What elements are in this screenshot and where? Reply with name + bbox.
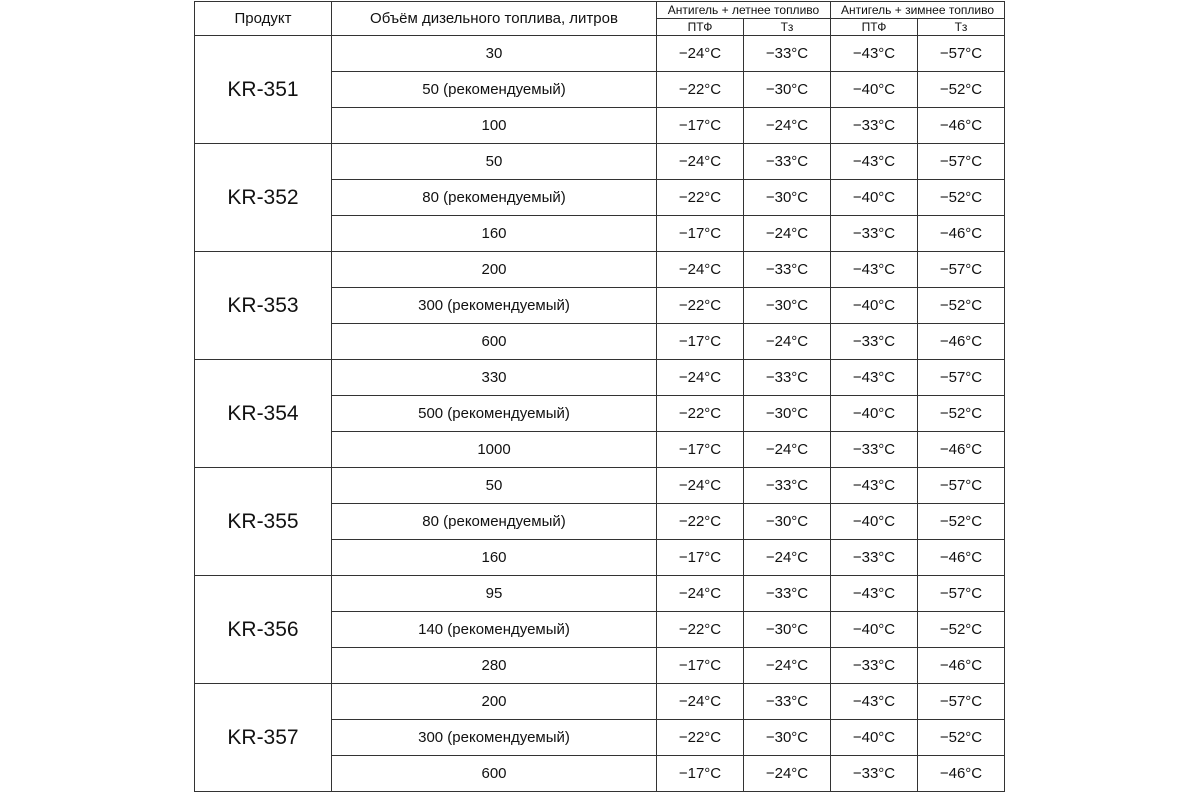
fuel-volume-cell: 1000 — [332, 432, 657, 468]
summer-ptf-cell: −17°C — [657, 756, 744, 792]
fuel-volume-cell: 80 (рекомендуемый) — [332, 180, 657, 216]
winter-tz-cell: −57°C — [918, 360, 1005, 396]
product-name-cell: KR-356 — [195, 576, 332, 684]
table-body — [195, 36, 1005, 792]
summer-tz-cell: −30°C — [744, 288, 831, 324]
summer-ptf-cell: −17°C — [657, 108, 744, 144]
summer-tz-cell: −33°C — [744, 252, 831, 288]
table-row — [195, 468, 1005, 504]
winter-tz-cell: −46°C — [918, 432, 1005, 468]
summer-ptf-cell: −22°C — [657, 720, 744, 756]
summer-tz-cell: −30°C — [744, 180, 831, 216]
fuel-volume-cell: 200 — [332, 684, 657, 720]
winter-ptf-cell: −40°C — [831, 504, 918, 540]
summer-ptf-cell: −22°C — [657, 504, 744, 540]
table-row — [195, 360, 1005, 396]
fuel-volume-cell: 95 — [332, 576, 657, 612]
summer-ptf-cell: −22°C — [657, 612, 744, 648]
summer-tz-cell: −24°C — [744, 540, 831, 576]
fuel-volume-cell: 50 — [332, 144, 657, 180]
winter-tz-cell: −57°C — [918, 684, 1005, 720]
summer-ptf-cell: −24°C — [657, 36, 744, 72]
summer-ptf-cell: −24°C — [657, 576, 744, 612]
winter-tz-cell: −57°C — [918, 468, 1005, 504]
summer-ptf-cell: −17°C — [657, 648, 744, 684]
summer-ptf-cell: −24°C — [657, 360, 744, 396]
summer-tz-cell: −33°C — [744, 576, 831, 612]
winter-ptf-cell: −43°C — [831, 468, 918, 504]
winter-tz-cell: −46°C — [918, 648, 1005, 684]
table-row — [195, 36, 1005, 72]
table-row — [195, 252, 1005, 288]
summer-tz-cell: −24°C — [744, 756, 831, 792]
winter-ptf-cell: −43°C — [831, 252, 918, 288]
product-name-cell: KR-355 — [195, 468, 332, 576]
summer-tz-cell: −33°C — [744, 144, 831, 180]
winter-ptf-cell: −33°C — [831, 324, 918, 360]
summer-ptf-cell: −22°C — [657, 72, 744, 108]
summer-tz-cell: −30°C — [744, 720, 831, 756]
product-name-cell: KR-354 — [195, 360, 332, 468]
summer-ptf-cell: −22°C — [657, 396, 744, 432]
header-row-top — [195, 2, 1005, 19]
winter-ptf-cell: −33°C — [831, 648, 918, 684]
fuel-volume-cell: 300 (рекомендуемый) — [332, 720, 657, 756]
winter-fuel-group-header: Антигель + зимнее топливо — [831, 2, 1005, 19]
winter-tz-cell: −57°C — [918, 36, 1005, 72]
summer-ptf-cell: −24°C — [657, 468, 744, 504]
winter-ptf-cell: −33°C — [831, 108, 918, 144]
summer-ptf-header: ПТФ — [657, 19, 744, 36]
summer-ptf-cell: −17°C — [657, 432, 744, 468]
fuel-volume-cell: 140 (рекомендуемый) — [332, 612, 657, 648]
fuel-volume-cell: 160 — [332, 216, 657, 252]
winter-ptf-cell: −43°C — [831, 36, 918, 72]
winter-ptf-cell: −43°C — [831, 144, 918, 180]
winter-ptf-cell: −43°C — [831, 576, 918, 612]
summer-tz-cell: −30°C — [744, 396, 831, 432]
summer-ptf-cell: −22°C — [657, 180, 744, 216]
winter-ptf-cell: −43°C — [831, 684, 918, 720]
product-name-cell: KR-351 — [195, 36, 332, 144]
summer-ptf-cell: −17°C — [657, 324, 744, 360]
fuel-volume-cell: 50 — [332, 468, 657, 504]
summer-tz-cell: −33°C — [744, 36, 831, 72]
fuel-volume-cell: 80 (рекомендуемый) — [332, 504, 657, 540]
data-table-container — [194, 1, 1005, 792]
winter-tz-cell: −52°C — [918, 72, 1005, 108]
winter-tz-header: Тз — [918, 19, 1005, 36]
winter-ptf-cell: −33°C — [831, 756, 918, 792]
summer-tz-cell: −30°C — [744, 612, 831, 648]
summer-tz-cell: −30°C — [744, 72, 831, 108]
fuel-volume-cell: 500 (рекомендуемый) — [332, 396, 657, 432]
winter-tz-cell: −52°C — [918, 720, 1005, 756]
winter-tz-cell: −52°C — [918, 504, 1005, 540]
winter-ptf-cell: −40°C — [831, 396, 918, 432]
product-name-cell: KR-353 — [195, 252, 332, 360]
fuel-volume-cell: 160 — [332, 540, 657, 576]
fuel-volume-cell: 600 — [332, 324, 657, 360]
summer-tz-cell: −30°C — [744, 504, 831, 540]
winter-tz-cell: −52°C — [918, 288, 1005, 324]
winter-tz-cell: −46°C — [918, 756, 1005, 792]
fuel-volume-cell: 330 — [332, 360, 657, 396]
fuel-volume-cell: 30 — [332, 36, 657, 72]
winter-tz-cell: −57°C — [918, 144, 1005, 180]
winter-ptf-cell: −33°C — [831, 216, 918, 252]
fuel-volume-cell: 600 — [332, 756, 657, 792]
summer-tz-cell: −24°C — [744, 648, 831, 684]
summer-ptf-cell: −17°C — [657, 216, 744, 252]
winter-ptf-cell: −40°C — [831, 288, 918, 324]
fuel-volume-cell: 300 (рекомендуемый) — [332, 288, 657, 324]
summer-tz-cell: −24°C — [744, 108, 831, 144]
winter-tz-cell: −57°C — [918, 576, 1005, 612]
summer-tz-cell: −33°C — [744, 684, 831, 720]
antigel-temperature-table — [194, 1, 1005, 792]
summer-tz-cell: −33°C — [744, 468, 831, 504]
summer-tz-cell: −24°C — [744, 432, 831, 468]
summer-fuel-group-header: Антигель + летнее топливо — [657, 2, 831, 19]
volume-column-header: Объём дизельного топлива, литров — [332, 2, 657, 36]
winter-ptf-cell: −43°C — [831, 360, 918, 396]
summer-ptf-cell: −17°C — [657, 540, 744, 576]
winter-tz-cell: −46°C — [918, 108, 1005, 144]
product-name-cell: KR-352 — [195, 144, 332, 252]
winter-ptf-cell: −40°C — [831, 180, 918, 216]
winter-ptf-cell: −33°C — [831, 432, 918, 468]
product-name-cell: KR-357 — [195, 684, 332, 792]
fuel-volume-cell: 200 — [332, 252, 657, 288]
summer-tz-cell: −33°C — [744, 360, 831, 396]
winter-ptf-cell: −40°C — [831, 720, 918, 756]
summer-ptf-cell: −24°C — [657, 144, 744, 180]
winter-tz-cell: −46°C — [918, 540, 1005, 576]
product-column-header: Продукт — [195, 2, 332, 36]
fuel-volume-cell: 100 — [332, 108, 657, 144]
winter-ptf-cell: −40°C — [831, 612, 918, 648]
summer-ptf-cell: −22°C — [657, 288, 744, 324]
table-header — [195, 2, 1005, 36]
winter-ptf-cell: −33°C — [831, 540, 918, 576]
fuel-volume-cell: 50 (рекомендуемый) — [332, 72, 657, 108]
table-row — [195, 144, 1005, 180]
summer-ptf-cell: −24°C — [657, 252, 744, 288]
winter-ptf-cell: −40°C — [831, 72, 918, 108]
winter-tz-cell: −57°C — [918, 252, 1005, 288]
fuel-volume-cell: 280 — [332, 648, 657, 684]
summer-tz-header: Тз — [744, 19, 831, 36]
winter-tz-cell: −52°C — [918, 180, 1005, 216]
winter-tz-cell: −46°C — [918, 324, 1005, 360]
winter-tz-cell: −52°C — [918, 396, 1005, 432]
summer-tz-cell: −24°C — [744, 324, 831, 360]
summer-tz-cell: −24°C — [744, 216, 831, 252]
table-row — [195, 684, 1005, 720]
table-row — [195, 576, 1005, 612]
winter-tz-cell: −46°C — [918, 216, 1005, 252]
winter-tz-cell: −52°C — [918, 612, 1005, 648]
winter-ptf-header: ПТФ — [831, 19, 918, 36]
summer-ptf-cell: −24°C — [657, 684, 744, 720]
